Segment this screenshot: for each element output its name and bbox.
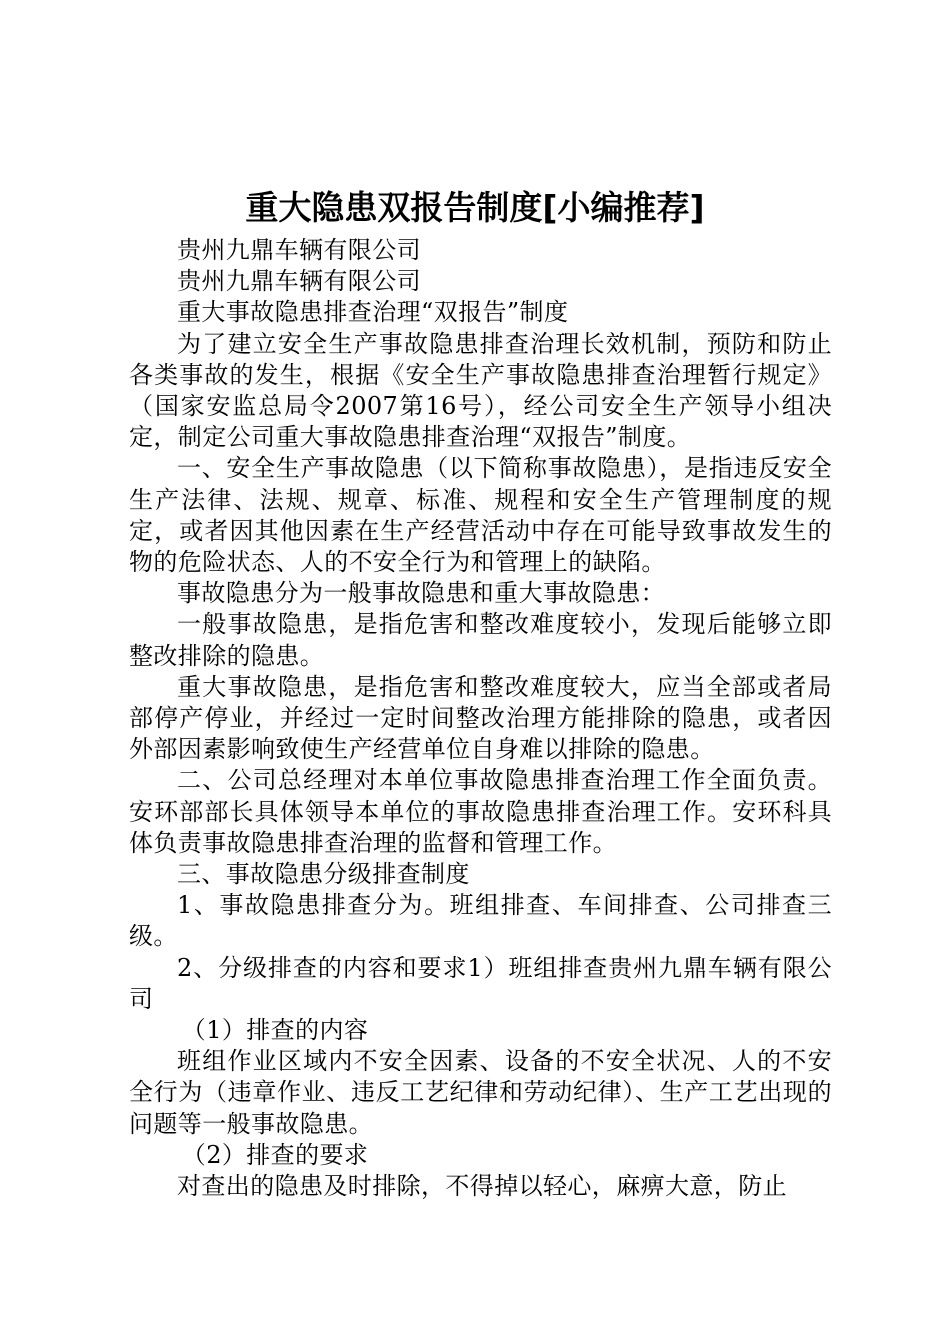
body-paragraph: 班组作业区域内不安全因素、设备的不安全状况、人的不安全行为（违章作业、违反工艺纪律和劳动纪律）、生产工艺出现的问题等一般事故隐患。 (129, 1047, 832, 1138)
body-paragraph: 2、分级排查的内容和要求1）班组排查贵州九鼎车辆有限公司 (129, 953, 832, 1013)
sub-heading: （2）排查的要求 (181, 1140, 369, 1169)
sub-heading: （1）排查的内容 (181, 1016, 369, 1045)
regulation-subtitle: 重大事故隐患排查治理“双报告”制度 (177, 298, 569, 327)
body-paragraph: 为了建立安全生产事故隐患排查治理长效机制，预防和防止各类事故的发生，根据《安全生产事故隐患排查治理暂行规定》（国家安监总局令2007第16号），经公司安全生产领导小组决定，制定公司重大事故隐患排查治理“双报告”制度。 (129, 329, 832, 452)
body-paragraph: 事故隐患分为一般事故隐患和重大事故隐患： (177, 579, 665, 608)
body-paragraph: 一般事故隐患，是指危害和整改难度较小，发现后能够立即整改排除的隐患。 (129, 610, 832, 670)
company-name-line: 贵州九鼎车辆有限公司 (177, 267, 421, 296)
document-body (129, 235, 832, 1202)
section-heading: 三、事故隐患分级排查制度 (177, 860, 470, 889)
body-paragraph: 对查出的隐患及时排除，不得掉以轻心，麻痹大意，防止 (177, 1172, 787, 1201)
body-paragraph: 重大事故隐患，是指危害和整改难度较大，应当全部或者局部停产停业，并经过一定时间整改治理方能排除的隐患，或者因外部因素影响致使生产经营单位自身难以排除的隐患。 (129, 672, 832, 764)
body-paragraph: 一、安全生产事故隐患（以下简称事故隐患），是指违反安全生产法律、法规、规章、标准、规程和安全生产管理制度的规定，或者因其他因素在生产经营活动中存在可能导致事故发生的物的危险状态、人的不安全行为和管理上的缺陷。 (129, 454, 832, 577)
body-paragraph: 二、公司总经理对本单位事故隐患排查治理工作全面负责。安环部部长具体领导本单位的事故隐患排查治理工作。安环科具体负责事故隐患排查治理的监督和管理工作。 (129, 766, 832, 857)
body-paragraph: 1、事故隐患排查分为。班组排查、车间排查、公司排查三级。 (129, 891, 832, 951)
document-title: 重大隐患双报告制度[小编推荐] (245, 188, 705, 227)
company-name-line: 贵州九鼎车辆有限公司 (177, 236, 421, 264)
